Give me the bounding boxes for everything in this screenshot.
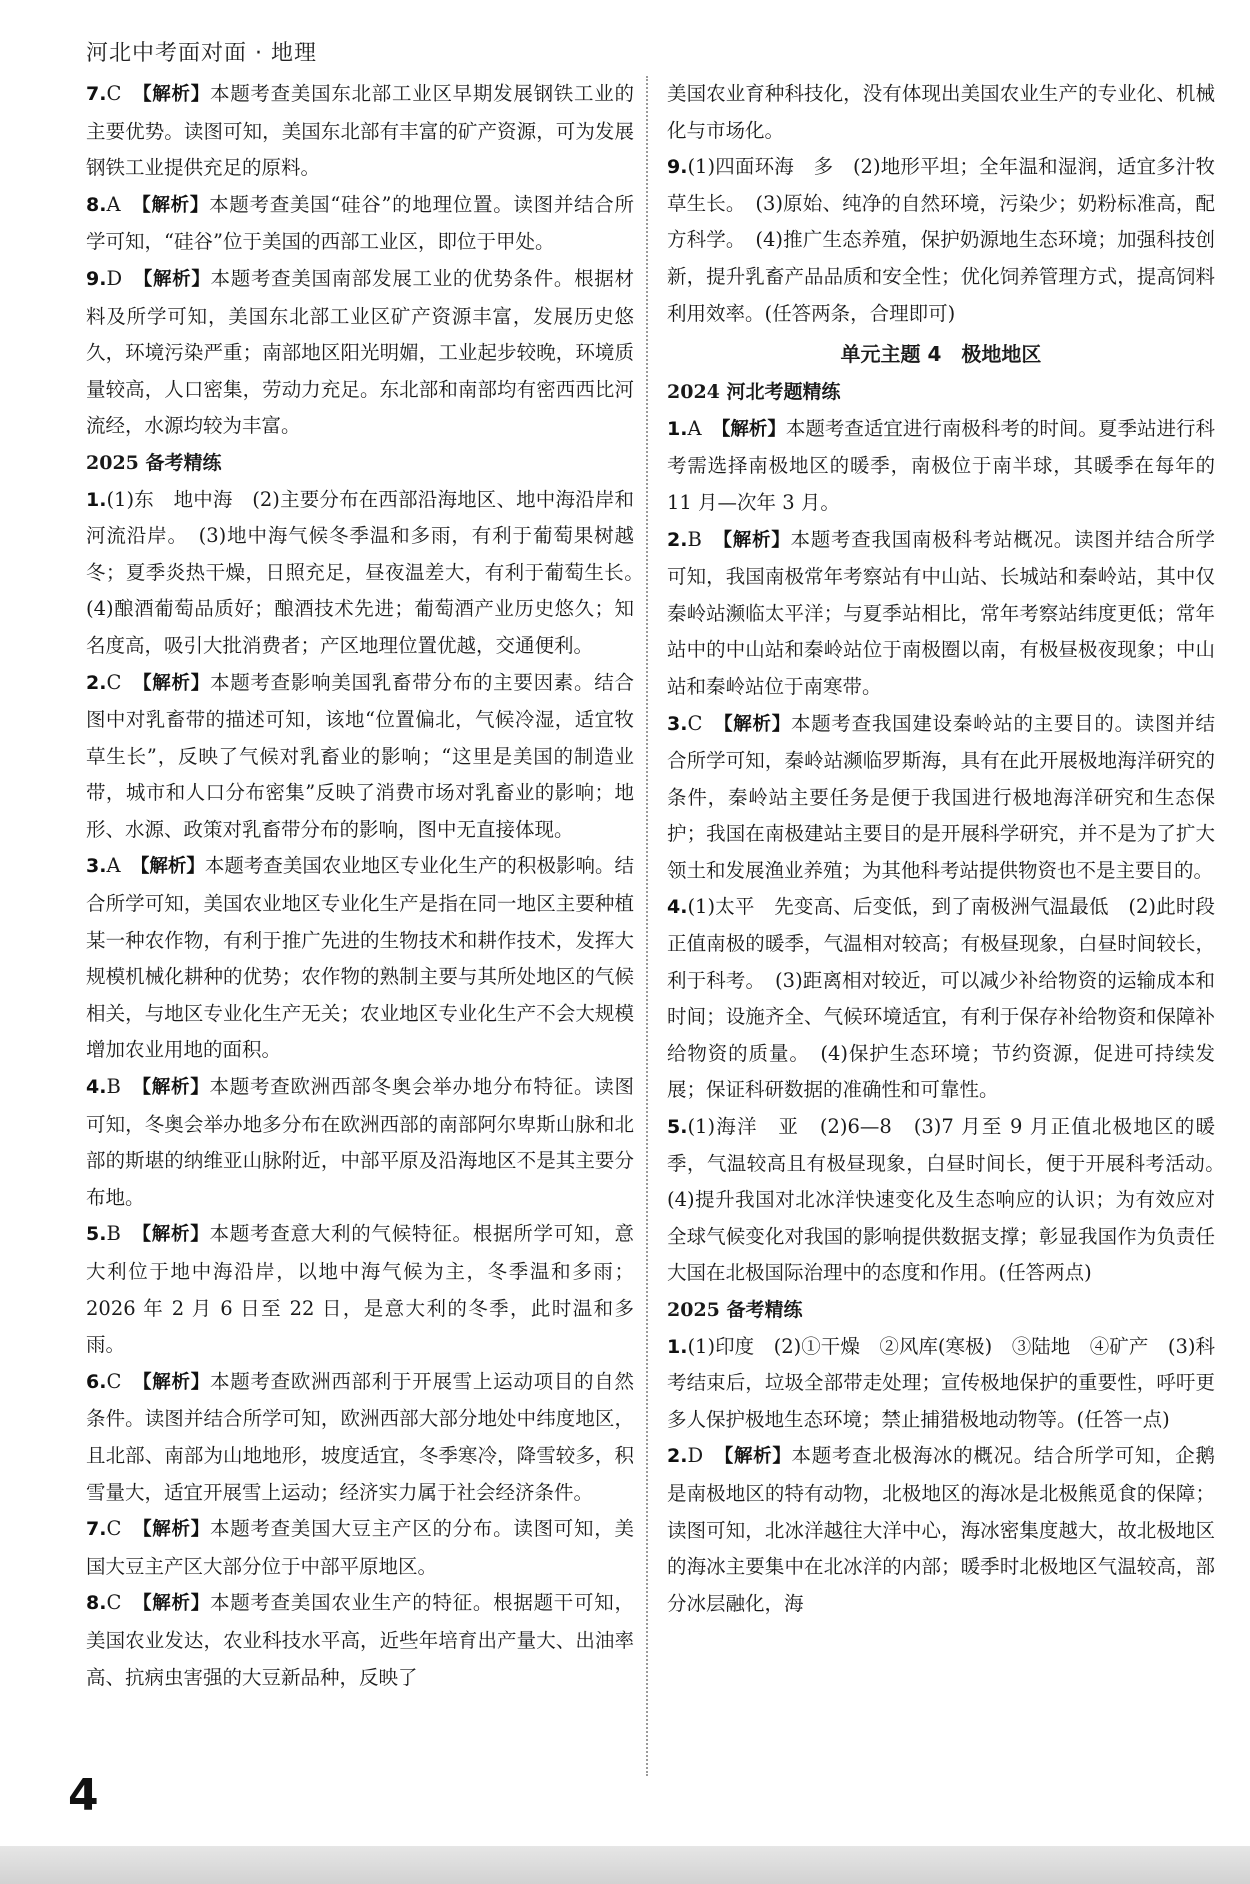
answer-item: 1.A 【解析】本题考查适宜进行南极科考的时间。夏季站进行科考需选择南极地区的暖季，南极位于南半球，其暖季在每年的 11 月—次年 3 月。	[667, 416, 1215, 514]
answer-item: 4.B 【解析】本题考查欧洲西部冬奥会举办地分布特征。读图可知，冬奥会举办地多分布在欧洲西部的南部阿尔卑斯山脉和北部的斯堪的纳维亚山脉附近，中部平原及沿海地区不是其主要分布地。	[86, 1075, 634, 1209]
answer-item: 5.(1)海洋 亚 (2)6—8 (3)7 月至 9 月正值北极地区的暖季，气温较高且有极昼现象，白昼时间长，便于开展科考活动。 (4)提升我国对北冰洋快速变化及生态响应的认识；为有效应对全球气候变化对我国的影响提供数据支撑；彰显我国作为负责任大国在北极国际治理中的态度和作用。(任答两点)	[667, 1115, 1235, 1285]
answer-item: 9.D 【解析】本题考查美国南部发展工业的优势条件。根据材料及所学可知，美国东北部工业区矿产资源丰富，发展历史悠久，环境污染严重；南部地区阳光明媚，工业起步较晚，环境质量较高，人口密集，劳动力充足。东北部和南部均有密西西比河流经，水源均较为丰富。	[86, 266, 634, 438]
answer-item: 8.A 【解析】本题考查美国“硅谷”的地理位置。读图并结合所学可知，“硅谷”位于美国的西部工业区，即位于甲处。	[86, 192, 634, 254]
running-header: 河北中考面对面 · 地理	[86, 41, 317, 66]
page-number: 4	[68, 1770, 99, 1821]
answer-item: 2.B 【解析】本题考查我国南极科考站概况。读图并结合所学可知，我国南极常年考察站有中山站、长城站和秦岭站，其中仅秦岭站濒临太平洋；与夏季站相比，常年考察站纬度更低；常年站中的中山站和秦岭站位于南极圈以南，有极昼极夜现象；中山站和秦岭站位于南寒带。	[667, 527, 1215, 698]
left-column	[86, 76, 654, 1696]
section-title: 2025 备考精练	[86, 451, 222, 474]
answer-item: 9.(1)四面环海 多 (2)地形平坦；全年温和湿润，适宜多汁牧草生长。 (3)原始、纯净的自然环境，污染少；奶粉标准高，配方科学。 (4)推广生态养殖，保护奶源地生态环境；加强科技创新，提升乳畜产品品质和安全性；优化饲养管理方式，提高饲料利用效率。(任答两条，合理即可)	[667, 155, 1215, 325]
answer-item: 6.C 【解析】本题考查欧洲西部利于开展雪上运动项目的自然条件。读图并结合所学可知，欧洲西部大部分地处中纬度地区，且北部、南部为山地地形，坡度适宜，冬季寒冷，降雪较多，积雪量大，适宜开展雪上运动；经济实力属于社会经济条件。	[86, 1369, 634, 1504]
answer-item: 4.(1)太平 先变高、后变低，到了南极洲气温最低 (2)此时段正值南极的暖季，气温相对较高；有极昼现象，白昼时间较长，利于科考。 (3)距离相对较近，可以减少补给物资的运输成本和时间；设施齐全、气候环境适宜，有利于保存补给物资和保障补给物资的质量。 (4)保护生态环境；节约资源，促进可持续发展；保证科研数据的准确性和可靠性。	[667, 895, 1215, 1102]
answer-item: 2.C 【解析】本题考查影响美国乳畜带分布的主要因素。结合图中对乳畜带的描述可知，该地“位置偏北，气候冷湿，适宜牧草生长”，反映了气候对乳畜业的影响；“这里是美国的制造业带，城市和人口分布密集”反映了消费市场对乳畜业的影响；地形、水源、政策对乳畜带分布的影响，图中无直接体现。	[86, 670, 634, 841]
continued-text: 美国农业育种科技化，没有体现出美国农业生产的专业化、机械化与市场化。	[667, 82, 1215, 142]
answer-item: 7.C 【解析】本题考查美国东北部工业区早期发展钢铁工业的主要优势。读图可知，美国东北部有丰富的矿产资源，可为发展钢铁工业提供充足的原料。	[86, 82, 634, 180]
answer-item: 5.B 【解析】本题考查意大利的气候特征。根据所学可知，意大利位于地中海沿岸，以地中海气候为主，冬季温和多雨；2026 年 2 月 6 日至 22 日，是意大利的冬季，此时温和多雨。	[86, 1222, 634, 1357]
answer-item: 2.D 【解析】本题考查北极海冰的概况。结合所学可知，企鹅是南极地区的特有动物，北极地区的海冰是北极熊觅食的保障；读图可知，北冰洋越往大洋中心，海冰密集度越大，故北极地区的海冰主要集中在北冰洋的内部；暖季时北极地区气温较高，部分冰层融化，海	[667, 1444, 1215, 1615]
footer-strip	[0, 1846, 1250, 1884]
answer-item: 1.(1)印度 (2)①干燥 ②风库(寒极) ③陆地 ④矿产 (3)科考结束后，垃圾全部带走处理；宣传极地保护的重要性，呼吁更多人保护极地生态环境；禁止捕猎极地动物等。(任答一点)	[667, 1334, 1215, 1431]
section-title: 2024 河北考题精练	[667, 381, 841, 404]
answer-item: 7.C 【解析】本题考查美国大豆主产区的分布。读图可知，美国大豆主产区大部分位于中部平原地区。	[86, 1517, 634, 1578]
section-title: 2025 备考精练	[667, 1299, 803, 1321]
answer-item: 3.C 【解析】本题考查我国建设秦岭站的主要目的。读图并结合所学可知，秦岭站濒临罗斯海，具有在此开展极地海洋研究的条件，秦岭站主要任务是便于我国进行极地海洋研究和生态保护；我国在南极建站主要目的是开展科学研究，并不是为了扩大领土和发展渔业养殖；为其他科考站提供物资也不是主要目的。	[667, 711, 1215, 882]
right-column	[667, 76, 1235, 1622]
answer-item: 1.(1)东 地中海 (2)主要分布在西部沿海地区、地中海沿岸和河流沿岸。 (3)地中海气候冬季温和多雨，有利于葡萄果树越冬；夏季炎热干燥，日照充足，昼夜温差大，有利于葡萄生长。 (4)酿酒葡萄品质好；酿酒技术先进；葡萄酒产业历史悠久；知名度高，吸引大批消费者；产区地理位置优越，交通便利。	[86, 487, 654, 657]
answer-item: 3.A 【解析】本题考查美国农业地区专业化生产的积极影响。结合所学可知，美国农业地区专业化生产是指在同一地区主要种植某一种农作物，有利于推广先进的生物技术和耕作技术，发挥大规模机械化耕种的优势；农作物的熟制主要与其所处地区的气候相关，与地区专业化生产无关；农业地区专业化生产不会大规模增加农业用地的面积。	[86, 854, 634, 1062]
answer-item: 8.C 【解析】本题考查美国农业生产的特征。根据题干可知，美国农业发达，农业科技水平高，近些年培育出产量大、出油率高、抗病虫害强的大豆新品种，反映了	[86, 1591, 634, 1689]
unit-title: 单元主题 4 极地地区	[840, 342, 1042, 367]
column-divider	[646, 76, 648, 1776]
